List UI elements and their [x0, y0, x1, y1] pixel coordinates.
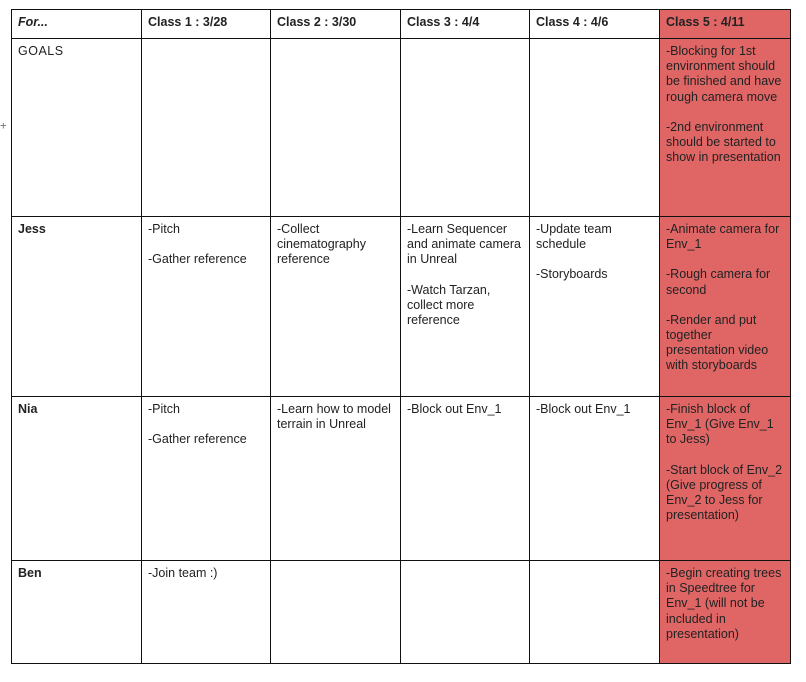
- task-item: -Update team schedule: [536, 222, 612, 252]
- task-item: -Start block of Env_2 (Give progress of Env_2 to Jess for presentation): [666, 462, 783, 523]
- task-item: -Finish block of Env_1 (Give Env_1 to Jess): [666, 402, 774, 447]
- jess-row: [12, 217, 791, 397]
- task-item: -Collect cinematography reference: [277, 222, 366, 267]
- goals-class-3-cell: [401, 39, 530, 217]
- task-item: -Begin creating trees in Speedtree for Env_1 (will not be included in presentation): [666, 566, 782, 641]
- row-label-goals: GOALS: [12, 39, 142, 217]
- nia-class-5-cell: [660, 397, 791, 561]
- jess-class-5-cell: [660, 217, 791, 397]
- task-item: -Block out Env_1: [536, 402, 631, 416]
- jess-class-2-cell: [271, 217, 401, 397]
- task-item: -Render and put together presentation video with storyboards: [666, 312, 769, 373]
- task-item: -Blocking for 1st environment should be finished and have rough camera move: [666, 44, 782, 104]
- ben-row: [12, 561, 791, 664]
- jess-class-3-cell: [401, 217, 530, 397]
- task-item: -Learn how to model terrain in Unreal: [277, 402, 391, 432]
- row-label-jess: Jess: [12, 217, 142, 397]
- goals-class-5-cell: [660, 39, 791, 217]
- header-class-1: Class 1 : 3/28: [142, 10, 271, 39]
- task-item: -Learn Sequencer and animate camera in Unreal: [407, 222, 521, 267]
- row-label-ben: Ben: [12, 561, 142, 664]
- nia-row: [12, 397, 791, 561]
- goals-row: [12, 39, 791, 217]
- jess-class-4-cell: [530, 217, 660, 397]
- nia-class-2-cell: [271, 397, 401, 561]
- nia-class-4-cell: [530, 397, 660, 561]
- ben-class-5-cell: [660, 561, 791, 664]
- ben-class-4-cell: [530, 561, 660, 664]
- task-item: -2nd environment should be started to show in presentation: [666, 119, 781, 165]
- header-class-3: Class 3 : 4/4: [401, 10, 530, 39]
- nia-class-3-cell: [401, 397, 530, 561]
- ben-class-3-cell: [401, 561, 530, 664]
- task-item: -Pitch: [148, 222, 180, 236]
- header-class-4: Class 4 : 4/6: [530, 10, 660, 39]
- task-item: -Storyboards: [536, 267, 608, 282]
- header-for-cell: For...: [12, 10, 142, 39]
- task-item: -Animate camera for Env_1: [666, 222, 780, 252]
- task-item: -Rough camera for second: [666, 267, 771, 297]
- task-item: -Join team :): [148, 566, 218, 580]
- goals-class-4-cell: [530, 39, 660, 217]
- header-class-2: Class 2 : 3/30: [271, 10, 401, 39]
- task-item: -Watch Tarzan, collect more reference: [407, 282, 491, 328]
- jess-class-1-cell: [142, 217, 271, 397]
- ben-class-2-cell: [271, 561, 401, 664]
- ben-class-1-cell: [142, 561, 271, 664]
- header-row: [12, 10, 791, 39]
- row-label-nia: Nia: [12, 397, 142, 561]
- task-item: -Gather reference: [148, 432, 247, 447]
- task-item: -Block out Env_1: [407, 402, 502, 416]
- schedule-table: [11, 9, 791, 664]
- goals-class-1-cell: [142, 39, 271, 217]
- task-item: -Gather reference: [148, 252, 247, 267]
- crosshair-cursor-icon: +: [0, 119, 7, 132]
- nia-class-1-cell: [142, 397, 271, 561]
- goals-class-2-cell: [271, 39, 401, 217]
- header-class-5: Class 5 : 4/11: [660, 10, 791, 39]
- task-item: -Pitch: [148, 402, 180, 416]
